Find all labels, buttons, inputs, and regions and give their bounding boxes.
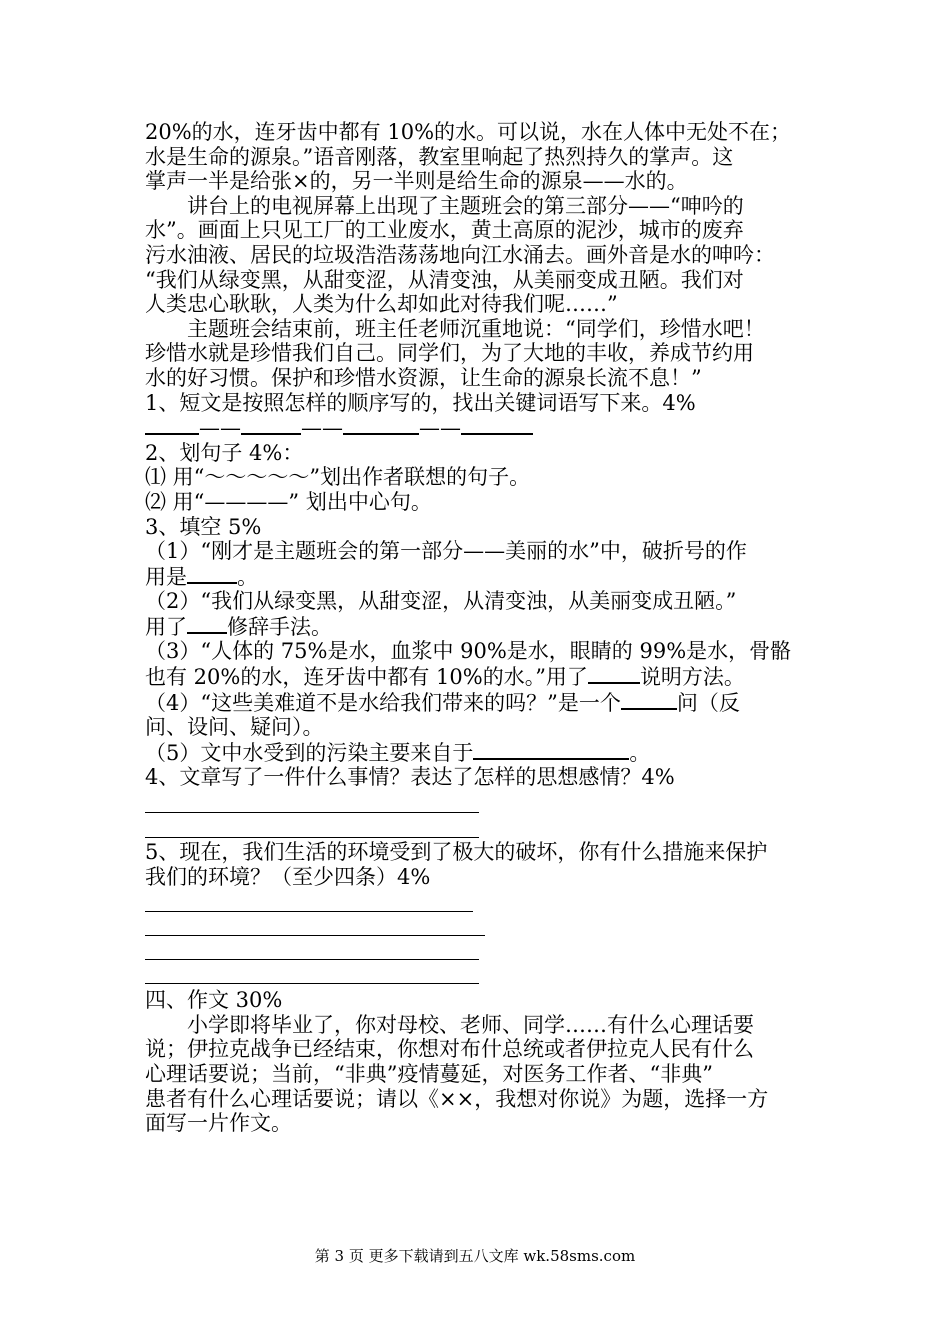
text: 用了 — [145, 614, 187, 639]
dash-separator: —— — [419, 416, 461, 441]
question-3-item: （3）“人体的 75%是水，血浆中 90%是水，眼睛的 99%是水，骨骼 — [145, 639, 792, 664]
dash-separator: —— — [199, 416, 241, 441]
passage-line: 讲台上的电视屏幕上出现了主题班会的第三部分——“呻吟的 — [187, 193, 744, 218]
answer-blank[interactable] — [187, 614, 227, 634]
question-2-item: ⑵ 用“————” 划出中心句。 — [145, 489, 432, 514]
question-3-item: （2）“我们从绿变黑，从甜变涩，从清变浊，从美丽变成丑陋。” — [145, 589, 737, 614]
passage-line: 珍惜水就是珍惜我们自己。同学们，为了大地的丰收，养成节约用 — [145, 341, 754, 366]
answer-blank[interactable] — [461, 415, 533, 435]
question-3-item — [145, 690, 817, 716]
essay-line: 说；伊拉克战争已经结束，你想对布什总统或者伊拉克人民有什么 — [145, 1037, 754, 1062]
question-3-item: （1）“刚才是主题班会的第一部分——美丽的水”中，破折号的作 — [145, 539, 747, 564]
essay-line: 面写一片作文。 — [145, 1111, 292, 1136]
essay-line: 心理话要说；当前，“非典”疫情蔓延，对医务工作者、“非典” — [145, 1062, 713, 1086]
passage-line: “我们从绿变黑，从甜变涩，从清变浊，从美丽变成丑陋。我们对 — [145, 267, 744, 292]
question-3-item — [145, 564, 817, 590]
text: 。 — [237, 564, 258, 589]
question-2-title: 2、划句子 4%： — [145, 440, 304, 465]
question-3-item: 问、设问、疑问）。 — [145, 715, 324, 740]
answer-blank[interactable] — [145, 415, 199, 435]
question-1-answer-row — [145, 415, 817, 441]
text: 问（反 — [676, 690, 740, 715]
essay-title: 四、作文 30% — [145, 988, 283, 1013]
answer-blank[interactable] — [187, 564, 237, 584]
passage-line: 污水油液、居民的垃圾浩浩荡荡地向江水涌去。画外音是水的呻吟： — [145, 242, 775, 267]
passage-line: 水是生命的源泉。”语音刚落，教室里响起了热烈持久的掌声。这 — [145, 144, 734, 169]
passage-line: 水的好习惯。保护和珍惜水资源，让生命的源泉长流不息！” — [145, 365, 702, 390]
passage-line: 人类忠心耿耿，人类为什么却如此对待我们呢……” — [145, 292, 618, 317]
question-5: 5、现在，我们生活的环境受到了极大的破坏，你有什么措施来保护 — [145, 840, 768, 865]
answer-blank[interactable] — [343, 415, 419, 435]
question-5: 我们的环境？（至少四条）4% — [145, 864, 431, 889]
passage-line: 20%的水，连牙齿中都有 10%的水。可以说，水在人体中无处不在； — [145, 120, 792, 144]
dash-separator: —— — [301, 416, 343, 441]
text: 修辞手法。 — [227, 614, 332, 639]
question-1: 1、短文是按照怎样的顺序写的，找出关键词语写下来。4% — [145, 390, 696, 415]
document-body — [145, 120, 817, 1136]
page-footer: 第 3 页 更多下载请到五八文库 wk.58sms.com — [314, 1247, 636, 1265]
text: （4）“这些美难道不是水给我们带来的吗？”是一个 — [145, 690, 621, 715]
answer-blank[interactable] — [241, 415, 301, 435]
text: 用是 — [145, 564, 187, 589]
answer-blank[interactable] — [588, 664, 640, 684]
question-3-title: 3、填空 5% — [145, 514, 262, 539]
essay-line: 小学即将毕业了，你对母校、老师、同学……有什么心理话要 — [187, 1012, 754, 1037]
question-2-item: ⑴ 用“～～～～～”划出作者联想的句子。 — [145, 465, 531, 490]
essay-line: 患者有什么心理话要说；请以《××，我想对你说》为题，选择一方 — [145, 1086, 769, 1111]
text: 。 — [629, 740, 651, 765]
text: 说明方法。 — [639, 665, 745, 690]
passage-line: 主题班会结束前，班主任老师沉重地说：“同学们，珍惜水吧！ — [187, 316, 765, 341]
passage — [145, 120, 817, 391]
passage-line: 水”。画面上只见工厂的工业废水，黄土高原的泥沙，城市的废弃 — [145, 218, 744, 243]
text: 也有 20%的水，连牙齿中都有 10%的水。”用了 — [145, 665, 588, 690]
question-3-item — [145, 664, 817, 690]
answer-blank[interactable] — [621, 690, 677, 710]
question-3-item — [145, 740, 817, 766]
passage-line: 掌声一半是给张×的，另一半则是给生命的源泉——水的。 — [145, 169, 688, 194]
answer-blank[interactable] — [473, 740, 629, 760]
question-3-item — [145, 614, 817, 640]
question-4: 4、文章写了一件什么事情？表达了怎样的思想感情？4% — [145, 765, 675, 790]
text: （5）文中水受到的污染主要来自于 — [145, 740, 474, 765]
